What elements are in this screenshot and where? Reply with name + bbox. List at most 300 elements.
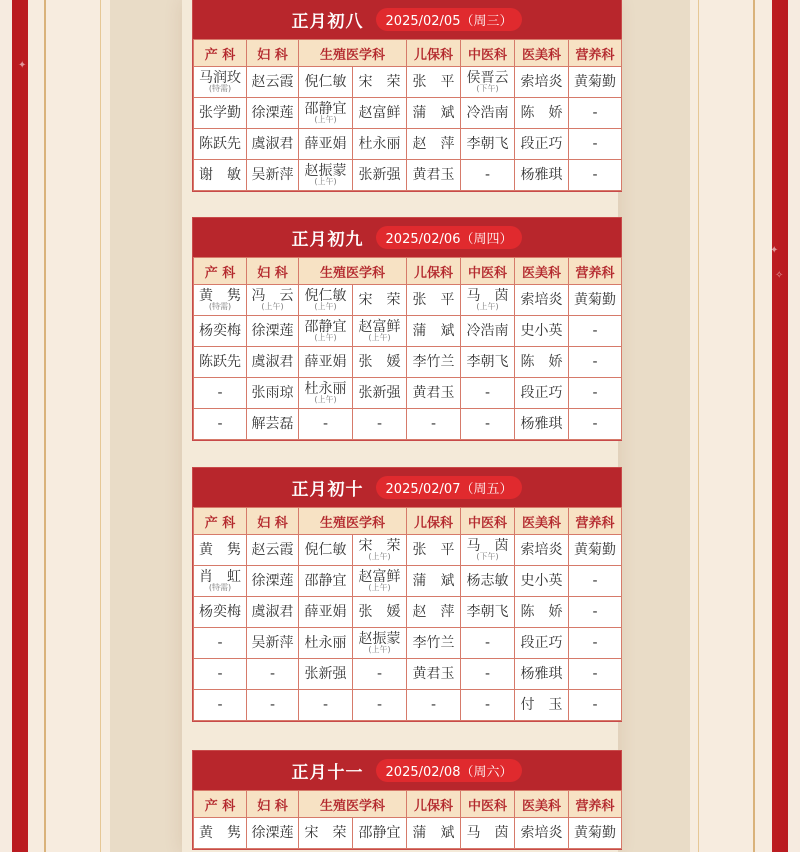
doctor-name: 宋 荣 bbox=[358, 73, 401, 90]
doctor-cell bbox=[569, 285, 622, 316]
doctor-cell bbox=[194, 628, 247, 659]
doctor-cell bbox=[247, 409, 299, 440]
doctor-name: 李竹兰 bbox=[412, 634, 455, 651]
lunar-date: 正月初九 bbox=[291, 230, 364, 250]
department-header: 妇 科 bbox=[247, 40, 299, 67]
doctor-name: 马润玫 bbox=[199, 70, 241, 86]
doctor-name: 倪仁敏 bbox=[304, 541, 347, 558]
doctor-name: 吴新萍 bbox=[251, 634, 294, 651]
doctor-name: 薛亚娟 bbox=[304, 135, 347, 152]
lunar-date: 正月初八 bbox=[291, 12, 364, 32]
schedule-day-card bbox=[192, 0, 622, 192]
doctor-name: 赵 萍 bbox=[412, 603, 455, 620]
department-header: 医美科 bbox=[515, 791, 569, 818]
doctor-name: 蒲 斌 bbox=[412, 104, 455, 121]
schedule-table bbox=[193, 790, 622, 849]
doctor-cell bbox=[299, 316, 353, 347]
doctor-cell bbox=[194, 347, 247, 378]
doctor-cell bbox=[515, 535, 569, 566]
doctor-cell bbox=[247, 818, 299, 849]
doctor-name: - bbox=[269, 665, 276, 682]
doctor-cell bbox=[461, 160, 515, 191]
doctor-cell bbox=[461, 690, 515, 721]
doctor-name: 张 平 bbox=[412, 291, 455, 308]
doctor-name: - bbox=[217, 634, 223, 651]
doctor-name: - bbox=[217, 384, 223, 401]
doctor-cell bbox=[353, 659, 407, 690]
department-header: 中医科 bbox=[461, 40, 515, 67]
doctor-name: 赵富鲜 bbox=[358, 319, 401, 335]
doctor-cell bbox=[299, 409, 353, 440]
doctor-name: 倪仁敏 bbox=[304, 288, 347, 304]
side-panel-right bbox=[690, 0, 772, 852]
doctor-name: 冷浩南 bbox=[466, 322, 509, 339]
doctor-name: 蒲 斌 bbox=[412, 572, 455, 589]
doctor-cell bbox=[569, 67, 622, 98]
doctor-cell bbox=[407, 566, 461, 597]
doctor-name: 黄君玉 bbox=[412, 384, 455, 401]
doctor-cell bbox=[407, 378, 461, 409]
doctor-cell bbox=[461, 67, 515, 98]
header-row bbox=[194, 791, 622, 818]
doctor-name: 徐溧莲 bbox=[251, 104, 294, 121]
doctor-name: - bbox=[484, 696, 491, 713]
shift-note: (上午) bbox=[314, 333, 337, 342]
doctor-name: - bbox=[592, 384, 598, 401]
doctor-cell bbox=[461, 409, 515, 440]
doctor-cell bbox=[353, 566, 407, 597]
date-badge: 2025/02/05（周三） bbox=[376, 8, 523, 31]
doctor-name: - bbox=[269, 696, 276, 713]
department-header: 产 科 bbox=[194, 508, 247, 535]
doctor-name: 索培炎 bbox=[520, 291, 563, 308]
gold-border-right-inner bbox=[698, 0, 699, 852]
department-header: 营养科 bbox=[569, 40, 622, 67]
doctor-name: - bbox=[376, 696, 383, 713]
department-header: 生殖医学科 bbox=[299, 40, 407, 67]
doctor-name: - bbox=[592, 696, 598, 713]
doctor-cell bbox=[353, 597, 407, 628]
doctor-cell bbox=[353, 129, 407, 160]
doctor-cell bbox=[247, 659, 299, 690]
department-header: 营养科 bbox=[569, 258, 622, 285]
doctor-cell bbox=[247, 67, 299, 98]
doctor-cell bbox=[247, 129, 299, 160]
doctor-name: 解芸磊 bbox=[251, 415, 294, 432]
doctor-name: - bbox=[322, 696, 329, 713]
doctor-cell bbox=[461, 597, 515, 628]
doctor-name: 陈 娇 bbox=[520, 104, 563, 121]
doctor-name: - bbox=[376, 665, 383, 682]
department-header: 营养科 bbox=[569, 508, 622, 535]
doctor-cell bbox=[515, 67, 569, 98]
schedule-table bbox=[193, 507, 622, 721]
doctor-cell bbox=[299, 98, 353, 129]
table-row bbox=[194, 347, 622, 378]
doctor-name: - bbox=[484, 415, 491, 432]
doctor-cell bbox=[515, 129, 569, 160]
table-row bbox=[194, 316, 622, 347]
header-row bbox=[194, 508, 622, 535]
doctor-cell bbox=[407, 129, 461, 160]
doctor-name: 徐溧莲 bbox=[251, 322, 294, 339]
day-header bbox=[193, 751, 621, 790]
department-header: 中医科 bbox=[461, 258, 515, 285]
doctor-name: 赵振蒙 bbox=[304, 163, 347, 179]
doctor-cell bbox=[194, 285, 247, 316]
doctor-name: 史小英 bbox=[520, 322, 563, 339]
doctor-name: 张雨琼 bbox=[251, 384, 294, 401]
doctor-name: - bbox=[592, 603, 598, 620]
doctor-cell bbox=[407, 98, 461, 129]
department-header: 妇 科 bbox=[247, 258, 299, 285]
doctor-cell bbox=[461, 285, 515, 316]
shift-note: (上午) bbox=[368, 645, 391, 654]
table-row bbox=[194, 690, 622, 721]
shift-note: (特需) bbox=[208, 583, 232, 592]
day-header bbox=[193, 468, 621, 507]
doctor-name: 徐溧莲 bbox=[251, 824, 294, 841]
table-row bbox=[194, 409, 622, 440]
header-row bbox=[194, 258, 622, 285]
doctor-name: 黄 隽 bbox=[199, 541, 241, 558]
doctor-name: 黄菊勤 bbox=[574, 824, 617, 841]
doctor-name: 蒲 斌 bbox=[412, 322, 455, 339]
doctor-cell bbox=[353, 378, 407, 409]
doctor-cell bbox=[353, 160, 407, 191]
doctor-name: 黄菊勤 bbox=[574, 541, 617, 558]
schedule-table bbox=[193, 39, 622, 191]
doctor-name: 邵静宜 bbox=[358, 824, 401, 841]
doctor-cell bbox=[569, 378, 622, 409]
shift-note: (上午) bbox=[314, 302, 337, 311]
doctor-cell bbox=[194, 566, 247, 597]
department-header: 产 科 bbox=[194, 40, 247, 67]
doctor-name: 段正巧 bbox=[520, 135, 563, 152]
doctor-cell bbox=[569, 566, 622, 597]
doctor-cell bbox=[569, 597, 622, 628]
shift-note: (上午) bbox=[368, 583, 391, 592]
doctor-cell bbox=[515, 316, 569, 347]
department-header: 妇 科 bbox=[247, 508, 299, 535]
doctor-cell bbox=[299, 67, 353, 98]
doctor-cell bbox=[299, 535, 353, 566]
doctor-name: 张学勤 bbox=[199, 104, 241, 121]
table-row bbox=[194, 98, 622, 129]
doctor-cell bbox=[461, 378, 515, 409]
doctor-cell bbox=[299, 347, 353, 378]
doctor-name: - bbox=[484, 166, 491, 183]
doctor-name: 陈 娇 bbox=[520, 603, 563, 620]
doctor-name: - bbox=[592, 322, 598, 339]
sparkle-decoration: ✦ bbox=[770, 245, 779, 256]
doctor-cell bbox=[569, 818, 622, 849]
doctor-name: 李朝飞 bbox=[466, 353, 509, 370]
doctor-cell bbox=[353, 98, 407, 129]
doctor-cell bbox=[247, 535, 299, 566]
doctor-cell bbox=[569, 535, 622, 566]
doctor-name: - bbox=[592, 634, 598, 651]
doctor-name: 宋 荣 bbox=[358, 291, 401, 308]
doctor-cell bbox=[461, 129, 515, 160]
doctor-name: 虞淑君 bbox=[251, 603, 294, 620]
shift-note: (上午) bbox=[476, 302, 499, 311]
side-panel-left bbox=[28, 0, 110, 852]
doctor-name: 段正巧 bbox=[520, 634, 563, 651]
doctor-cell bbox=[194, 160, 247, 191]
doctor-cell bbox=[299, 129, 353, 160]
doctor-name: 谢 敏 bbox=[199, 166, 241, 183]
doctor-name: 黄君玉 bbox=[412, 166, 455, 183]
department-header: 医美科 bbox=[515, 40, 569, 67]
doctor-cell bbox=[569, 98, 622, 129]
doctor-cell bbox=[247, 566, 299, 597]
doctor-name: 杨奕梅 bbox=[199, 322, 241, 339]
doctor-cell bbox=[461, 98, 515, 129]
doctor-cell bbox=[247, 285, 299, 316]
doctor-cell bbox=[515, 690, 569, 721]
doctor-cell bbox=[569, 690, 622, 721]
doctor-name: 付 玉 bbox=[520, 696, 563, 713]
doctor-cell bbox=[407, 628, 461, 659]
department-header: 营养科 bbox=[569, 791, 622, 818]
doctor-name: - bbox=[592, 572, 598, 589]
shift-note: (特需) bbox=[208, 302, 232, 311]
doctor-name: - bbox=[376, 415, 383, 432]
table-row bbox=[194, 628, 622, 659]
doctor-name: 史小英 bbox=[520, 572, 563, 589]
gold-border-left-inner bbox=[100, 0, 101, 852]
schedule-day-card bbox=[192, 750, 622, 850]
doctor-cell bbox=[299, 818, 353, 849]
doctor-name: - bbox=[484, 634, 491, 651]
doctor-name: 段正巧 bbox=[520, 384, 563, 401]
doctor-cell bbox=[407, 409, 461, 440]
doctor-name: 杨奕梅 bbox=[199, 603, 241, 620]
doctor-cell bbox=[569, 129, 622, 160]
doctor-cell bbox=[247, 347, 299, 378]
doctor-name: 李朝飞 bbox=[466, 135, 509, 152]
doctor-name: 黄菊勤 bbox=[574, 291, 617, 308]
shift-note: (下午) bbox=[476, 84, 499, 93]
table-row bbox=[194, 535, 622, 566]
doctor-cell bbox=[407, 818, 461, 849]
doctor-cell bbox=[194, 409, 247, 440]
doctor-cell bbox=[569, 628, 622, 659]
doctor-name: 倪仁敏 bbox=[304, 73, 347, 90]
doctor-name: 张新强 bbox=[304, 665, 347, 682]
doctor-cell bbox=[353, 316, 407, 347]
doctor-cell bbox=[194, 98, 247, 129]
doctor-cell bbox=[407, 690, 461, 721]
doctor-cell bbox=[194, 818, 247, 849]
doctor-name: - bbox=[484, 384, 491, 401]
doctor-cell bbox=[194, 535, 247, 566]
doctor-name: - bbox=[430, 415, 437, 432]
doctor-name: 杨雅琪 bbox=[520, 665, 563, 682]
doctor-cell bbox=[194, 67, 247, 98]
doctor-name: 吴新萍 bbox=[251, 166, 294, 183]
doctor-cell bbox=[353, 818, 407, 849]
department-header: 中医科 bbox=[461, 508, 515, 535]
doctor-cell bbox=[299, 566, 353, 597]
department-header: 中医科 bbox=[461, 791, 515, 818]
doctor-name: 杨雅琪 bbox=[520, 166, 563, 183]
doctor-cell bbox=[247, 378, 299, 409]
doctor-cell bbox=[515, 597, 569, 628]
doctor-name: 张新强 bbox=[358, 166, 401, 183]
doctor-name: 邵静宜 bbox=[304, 319, 347, 335]
doctor-name: - bbox=[592, 104, 598, 121]
doctor-name: 李朝飞 bbox=[466, 603, 509, 620]
table-row bbox=[194, 67, 622, 98]
department-header: 医美科 bbox=[515, 258, 569, 285]
date-badge: 2025/02/06（周四） bbox=[376, 226, 523, 249]
doctor-cell bbox=[515, 409, 569, 440]
doctor-name: 赵云霞 bbox=[251, 541, 294, 558]
doctor-name: 杜永丽 bbox=[304, 634, 347, 651]
table-row bbox=[194, 659, 622, 690]
doctor-name: 李竹兰 bbox=[412, 353, 455, 370]
doctor-cell bbox=[194, 597, 247, 628]
table-row bbox=[194, 285, 622, 316]
doctor-cell bbox=[299, 628, 353, 659]
schedule-table bbox=[193, 257, 622, 440]
doctor-cell bbox=[461, 535, 515, 566]
doctor-cell bbox=[407, 659, 461, 690]
shift-note: (上午) bbox=[261, 302, 284, 311]
doctor-name: 蒲 斌 bbox=[412, 824, 455, 841]
doctor-name: 邵静宜 bbox=[304, 572, 347, 589]
doctor-cell bbox=[407, 67, 461, 98]
day-header bbox=[193, 0, 621, 39]
doctor-cell bbox=[461, 347, 515, 378]
doctor-cell bbox=[247, 160, 299, 191]
doctor-name: 黄 隽 bbox=[199, 288, 241, 304]
doctor-name: 邵静宜 bbox=[304, 101, 347, 117]
doctor-name: 陈 娇 bbox=[520, 353, 563, 370]
lunar-date: 正月十一 bbox=[291, 763, 364, 783]
department-header: 妇 科 bbox=[247, 791, 299, 818]
doctor-cell bbox=[515, 566, 569, 597]
doctor-cell bbox=[515, 285, 569, 316]
table-row bbox=[194, 597, 622, 628]
doctor-cell bbox=[247, 690, 299, 721]
doctor-cell bbox=[353, 535, 407, 566]
doctor-name: - bbox=[217, 696, 223, 713]
doctor-name: 杜永丽 bbox=[358, 135, 401, 152]
department-header: 生殖医学科 bbox=[299, 791, 407, 818]
doctor-cell bbox=[353, 409, 407, 440]
doctor-cell bbox=[299, 285, 353, 316]
doctor-cell bbox=[299, 378, 353, 409]
doctor-cell bbox=[461, 316, 515, 347]
doctor-name: 陈跃先 bbox=[199, 135, 241, 152]
doctor-cell bbox=[407, 535, 461, 566]
doctor-cell bbox=[353, 690, 407, 721]
doctor-cell bbox=[515, 98, 569, 129]
doctor-name: 徐溧莲 bbox=[251, 572, 294, 589]
doctor-name: 马 茵 bbox=[466, 824, 509, 841]
doctor-name: 赵云霞 bbox=[251, 73, 294, 90]
doctor-name: 侯晋云 bbox=[466, 70, 509, 86]
department-header: 儿保科 bbox=[407, 791, 461, 818]
table-row bbox=[194, 378, 622, 409]
doctor-name: 虞淑君 bbox=[251, 353, 294, 370]
department-header: 生殖医学科 bbox=[299, 508, 407, 535]
doctor-cell bbox=[407, 316, 461, 347]
gold-border-right bbox=[753, 0, 755, 852]
doctor-name: 陈跃先 bbox=[199, 353, 241, 370]
shift-note: (上午) bbox=[368, 552, 391, 561]
doctor-cell bbox=[569, 316, 622, 347]
doctor-cell bbox=[515, 160, 569, 191]
lunar-date: 正月初十 bbox=[291, 480, 364, 500]
doctor-name: 薛亚娟 bbox=[304, 603, 347, 620]
sparkle-decoration: ✧ bbox=[775, 270, 784, 281]
doctor-cell bbox=[461, 628, 515, 659]
doctor-name: 张 媛 bbox=[358, 353, 401, 370]
doctor-name: - bbox=[217, 415, 223, 432]
doctor-name: - bbox=[322, 415, 329, 432]
doctor-cell bbox=[515, 628, 569, 659]
doctor-name: 杨雅琪 bbox=[520, 415, 563, 432]
doctor-cell bbox=[299, 659, 353, 690]
department-header: 生殖医学科 bbox=[299, 258, 407, 285]
shift-note: (特需) bbox=[208, 84, 232, 93]
doctor-cell bbox=[247, 98, 299, 129]
schedule-day-card bbox=[192, 467, 622, 722]
doctor-name: 马 茵 bbox=[466, 288, 509, 304]
shift-note: (下午) bbox=[476, 552, 499, 561]
doctor-name: 马 茵 bbox=[466, 538, 509, 554]
schedule-day-card bbox=[192, 217, 622, 441]
shift-note: (上午) bbox=[314, 177, 337, 186]
doctor-cell bbox=[247, 628, 299, 659]
doctor-name: 冯 云 bbox=[251, 288, 294, 304]
doctor-name: 索培炎 bbox=[520, 73, 563, 90]
doctor-cell bbox=[515, 378, 569, 409]
doctor-cell bbox=[461, 659, 515, 690]
table-row bbox=[194, 818, 622, 849]
doctor-name: 张 平 bbox=[412, 73, 455, 90]
doctor-name: 杜永丽 bbox=[304, 381, 347, 397]
doctor-name: 虞淑君 bbox=[251, 135, 294, 152]
doctor-name: 黄菊勤 bbox=[574, 73, 617, 90]
doctor-cell bbox=[299, 160, 353, 191]
doctor-cell bbox=[569, 409, 622, 440]
doctor-cell bbox=[194, 659, 247, 690]
doctor-cell bbox=[247, 316, 299, 347]
doctor-cell bbox=[194, 690, 247, 721]
doctor-name: 张新强 bbox=[358, 384, 401, 401]
doctor-cell bbox=[407, 347, 461, 378]
doctor-cell bbox=[407, 160, 461, 191]
doctor-name: - bbox=[592, 353, 598, 370]
page-edge-right bbox=[788, 0, 800, 852]
shift-note: (上午) bbox=[314, 115, 337, 124]
doctor-name: 冷浩南 bbox=[466, 104, 509, 121]
doctor-cell bbox=[353, 285, 407, 316]
doctor-name: 索培炎 bbox=[520, 824, 563, 841]
doctor-cell bbox=[407, 285, 461, 316]
doctor-name: 赵富鲜 bbox=[358, 104, 401, 121]
doctor-name: 薛亚娟 bbox=[304, 353, 347, 370]
doctor-cell bbox=[299, 690, 353, 721]
doctor-cell bbox=[569, 347, 622, 378]
department-header: 产 科 bbox=[194, 791, 247, 818]
doctor-cell bbox=[407, 597, 461, 628]
